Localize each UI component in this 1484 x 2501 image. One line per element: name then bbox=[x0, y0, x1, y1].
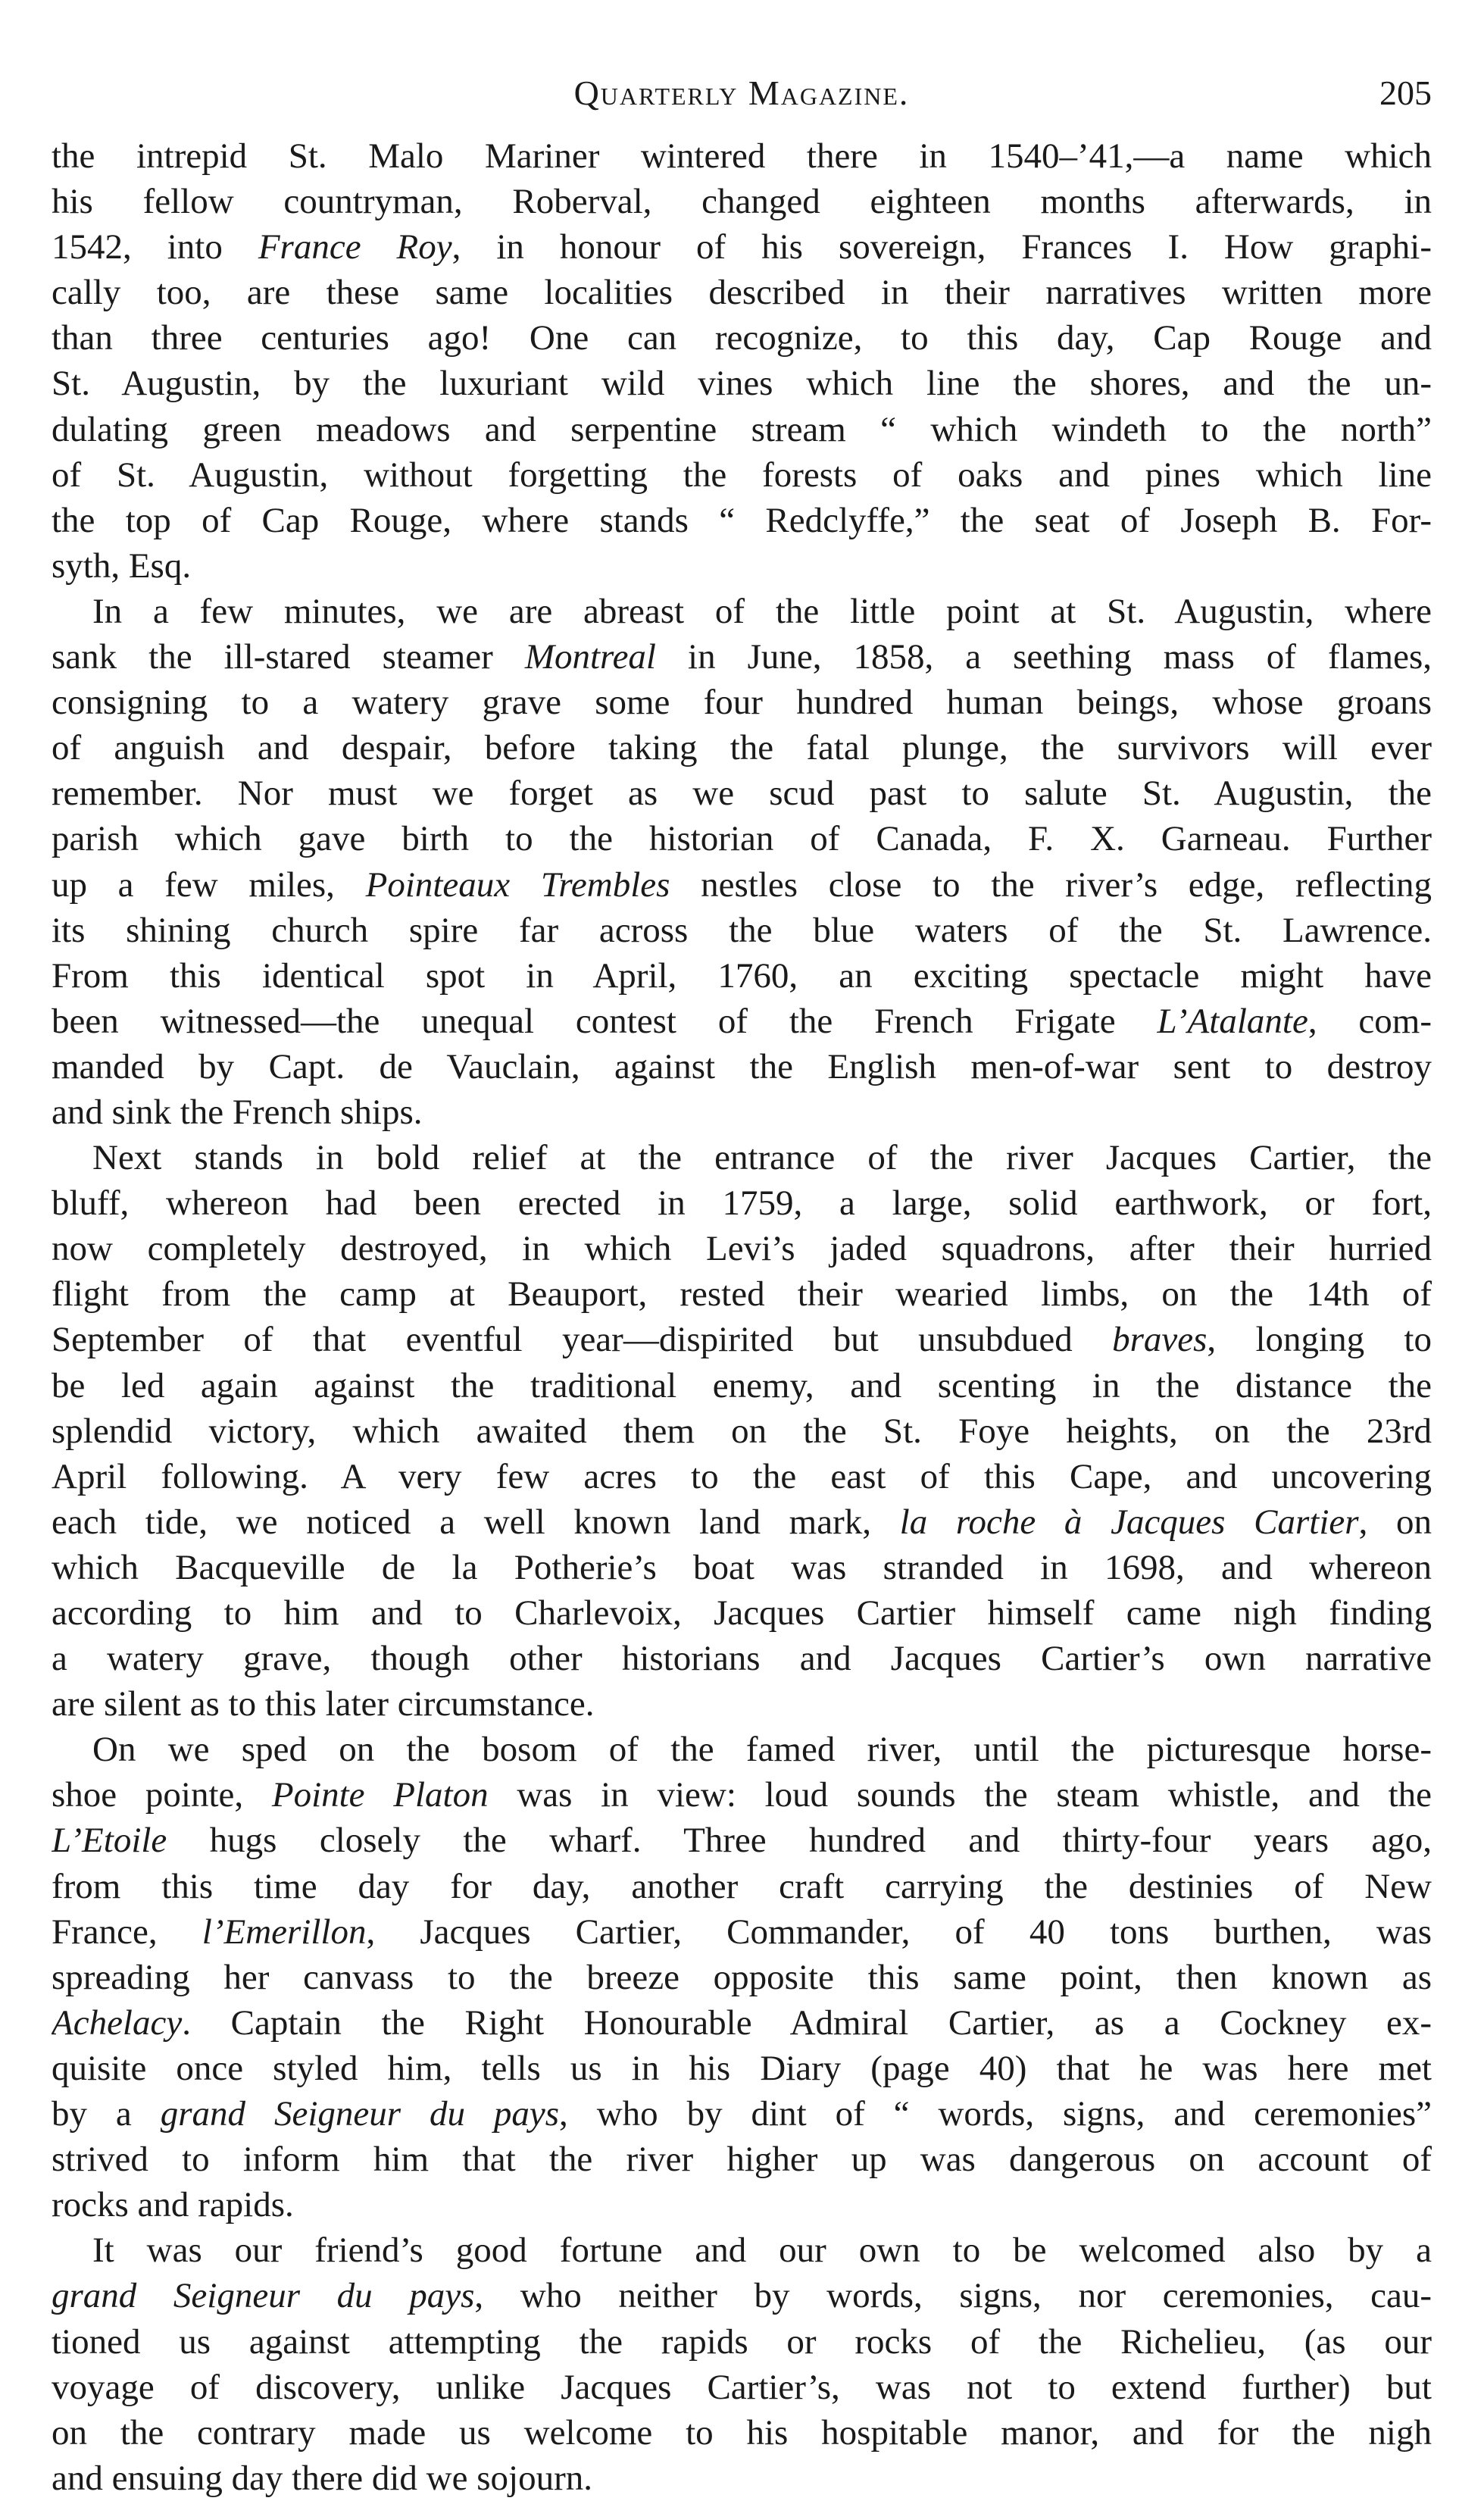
text-line: September of that eventful year—dispirited but unsubdued braves, longing to bbox=[52, 1320, 1432, 1360]
paragraph bbox=[52, 589, 1432, 1135]
text-line: 1542, into France Roy, in honour of his sovereign, Frances I. How graphi- bbox=[52, 227, 1432, 267]
text-line: according to him and to Charlevoix, Jacques Cartier himself came nigh finding bbox=[52, 1593, 1432, 1633]
italic-phrase: l’Emerillon bbox=[202, 1912, 367, 1952]
text-line: voyage of discovery, unlike Jacques Cartier’s, was not to extend further) but bbox=[52, 2367, 1432, 2407]
text-line: flight from the camp at Beauport, rested their wearied limbs, on the 14th of bbox=[52, 1274, 1432, 1315]
text-line: of St. Augustin, without forgetting the forests of oaks and pines which line bbox=[52, 455, 1432, 495]
italic-phrase: grand Seigneur du pays bbox=[52, 2276, 475, 2316]
paragraph bbox=[52, 1727, 1432, 2227]
text-line: and sink the French ships. bbox=[52, 1092, 423, 1132]
text-line: of anguish and despair, before taking the fatal plunge, the survivors will ever bbox=[52, 728, 1432, 768]
italic-phrase: Pointeaux Trembles bbox=[365, 864, 670, 905]
text-line: now completely destroyed, in which Levi’s jaded squadrons, after their hurried bbox=[52, 1229, 1432, 1269]
running-title: Quarterly Magazine. bbox=[573, 73, 910, 112]
text-line: grand Seigneur du pays, who neither by words, signs, nor ceremonies, cau- bbox=[52, 2276, 1432, 2316]
text-line: up a few miles, Pointeaux Trembles nestles close to the river’s edge, reflecting bbox=[52, 864, 1432, 905]
text-line: from this time day for day, another craft carrying the destinies of New bbox=[52, 1866, 1432, 1906]
text-line: It was our friend’s good fortune and our own to be welcomed also by a bbox=[92, 2231, 1432, 2271]
text-line: a watery grave, though other historians and Jacques Cartier’s own narrative bbox=[52, 1639, 1432, 1679]
text-line: manded by Capt. de Vauclain, against the English men-of-war sent to destroy bbox=[52, 1046, 1432, 1086]
paragraph bbox=[52, 133, 1432, 589]
text-line: On we sped on the bosom of the famed river, until the picturesque horse- bbox=[92, 1730, 1432, 1770]
book-page bbox=[52, 73, 1432, 2501]
text-line: than three centuries ago! One can recognize, to this day, Cap Rouge and bbox=[52, 318, 1432, 358]
text-line: cally too, are these same localities described in their narratives written more bbox=[52, 273, 1432, 313]
text-line: spreading her canvass to the breeze opposite this same point, then known as bbox=[52, 1957, 1432, 1997]
paragraph bbox=[52, 1135, 1432, 1727]
text-line: are silent as to this later circumstance. bbox=[52, 1684, 595, 1724]
text-line: tioned us against attempting the rapids or rocks of the Richelieu, (as our bbox=[52, 2321, 1432, 2362]
text-line: its shining church spire far across the blue waters of the St. Lawrence. bbox=[52, 910, 1432, 950]
text-line: on the contrary made us welcome to his hospitable manor, and for the nigh bbox=[52, 2412, 1432, 2453]
text-line: and ensuing day there did we sojourn. bbox=[52, 2458, 592, 2498]
text-line: dulating green meadows and serpentine stream “ which windeth to the north” bbox=[52, 409, 1432, 449]
body-text bbox=[52, 133, 1432, 2501]
text-line: shoe pointe, Pointe Platon was in view: loud sounds the steam whistle, and the bbox=[52, 1775, 1432, 1815]
text-line: Next stands in bold relief at the entrance of the river Jacques Cartier, the bbox=[92, 1138, 1432, 1178]
text-line: splendid victory, which awaited them on the St. Foye heights, on the 23rd bbox=[52, 1411, 1432, 1451]
paragraph bbox=[52, 2227, 1432, 2501]
italic-phrase: Montreal bbox=[524, 637, 656, 677]
text-line: bluff, whereon had been erected in 1759, a large, solid earthwork, or fort, bbox=[52, 1183, 1432, 1224]
running-head bbox=[52, 73, 1432, 133]
text-line: his fellow countryman, Roberval, changed eighteen months afterwards, in bbox=[52, 182, 1432, 222]
text-line: remember. Nor must we forget as we scud past to salute St. Augustin, the bbox=[52, 774, 1432, 814]
text-line: consigning to a watery grave some four hundred human beings, whose groans bbox=[52, 683, 1432, 723]
text-line: rocks and rapids. bbox=[52, 2185, 294, 2225]
text-line: In a few minutes, we are abreast of the little point at St. Augustin, where bbox=[92, 591, 1432, 631]
text-line: been witnessed—the unequal contest of the French Frigate L’Atalante, com- bbox=[52, 1001, 1432, 1041]
text-line: April following. A very few acres to the east of this Cape, and uncovering bbox=[52, 1456, 1432, 1496]
italic-phrase: L’Atalante bbox=[1157, 1001, 1308, 1041]
text-line: be led again against the traditional enemy, and scenting in the distance the bbox=[52, 1365, 1432, 1405]
italic-phrase: France Roy bbox=[258, 227, 452, 267]
text-line: by a grand Seigneur du pays, who by dint of “ words, signs, and ceremonies” bbox=[52, 2094, 1432, 2134]
text-line: parish which gave birth to the historian of Canada, F. X. Garneau. Further bbox=[52, 819, 1432, 859]
italic-phrase: braves bbox=[1112, 1320, 1208, 1360]
page-number: 205 bbox=[1379, 73, 1432, 112]
text-line: the intrepid St. Malo Mariner wintered there in 1540–’41,—a name which bbox=[52, 136, 1432, 176]
text-line: strived to inform him that the river higher up was dangerous on account of bbox=[52, 2140, 1432, 2180]
text-line: Achelacy. Captain the Right Honourable Admiral Cartier, as a Cockney ex- bbox=[52, 2002, 1432, 2043]
text-line: syth, Esq. bbox=[52, 546, 192, 586]
italic-phrase: grand Seigneur du pays bbox=[160, 2094, 560, 2134]
italic-phrase: L’Etoile bbox=[52, 1821, 167, 1861]
italic-phrase: la roche à Jacques Cartier bbox=[899, 1502, 1359, 1542]
text-line: which Bacqueville de la Potherie’s boat was stranded in 1698, and whereon bbox=[52, 1547, 1432, 1587]
text-line: the top of Cap Rouge, where stands “ Redclyffe,” the seat of Joseph B. For- bbox=[52, 500, 1432, 540]
text-line: St. Augustin, by the luxuriant wild vines which line the shores, and the un- bbox=[52, 364, 1432, 404]
text-line: quisite once styled him, tells us in his Diary (page 40) that he was here met bbox=[52, 2048, 1432, 2088]
text-line: France, l’Emerillon, Jacques Cartier, Commander, of 40 tons burthen, was bbox=[52, 1912, 1432, 1952]
text-line: From this identical spot in April, 1760, an exciting spectacle might have bbox=[52, 955, 1432, 996]
text-line: sank the ill-stared steamer Montreal in June, 1858, a seething mass of flames, bbox=[52, 637, 1432, 677]
italic-phrase: Pointe Platon bbox=[271, 1775, 489, 1815]
italic-phrase: Achelacy bbox=[52, 2002, 183, 2043]
text-line: each tide, we noticed a well known land mark, la roche à Jacques Cartier, on bbox=[52, 1502, 1432, 1542]
text-line: L’Etoile hugs closely the wharf. Three hundred and thirty-four years ago, bbox=[52, 1821, 1432, 1861]
